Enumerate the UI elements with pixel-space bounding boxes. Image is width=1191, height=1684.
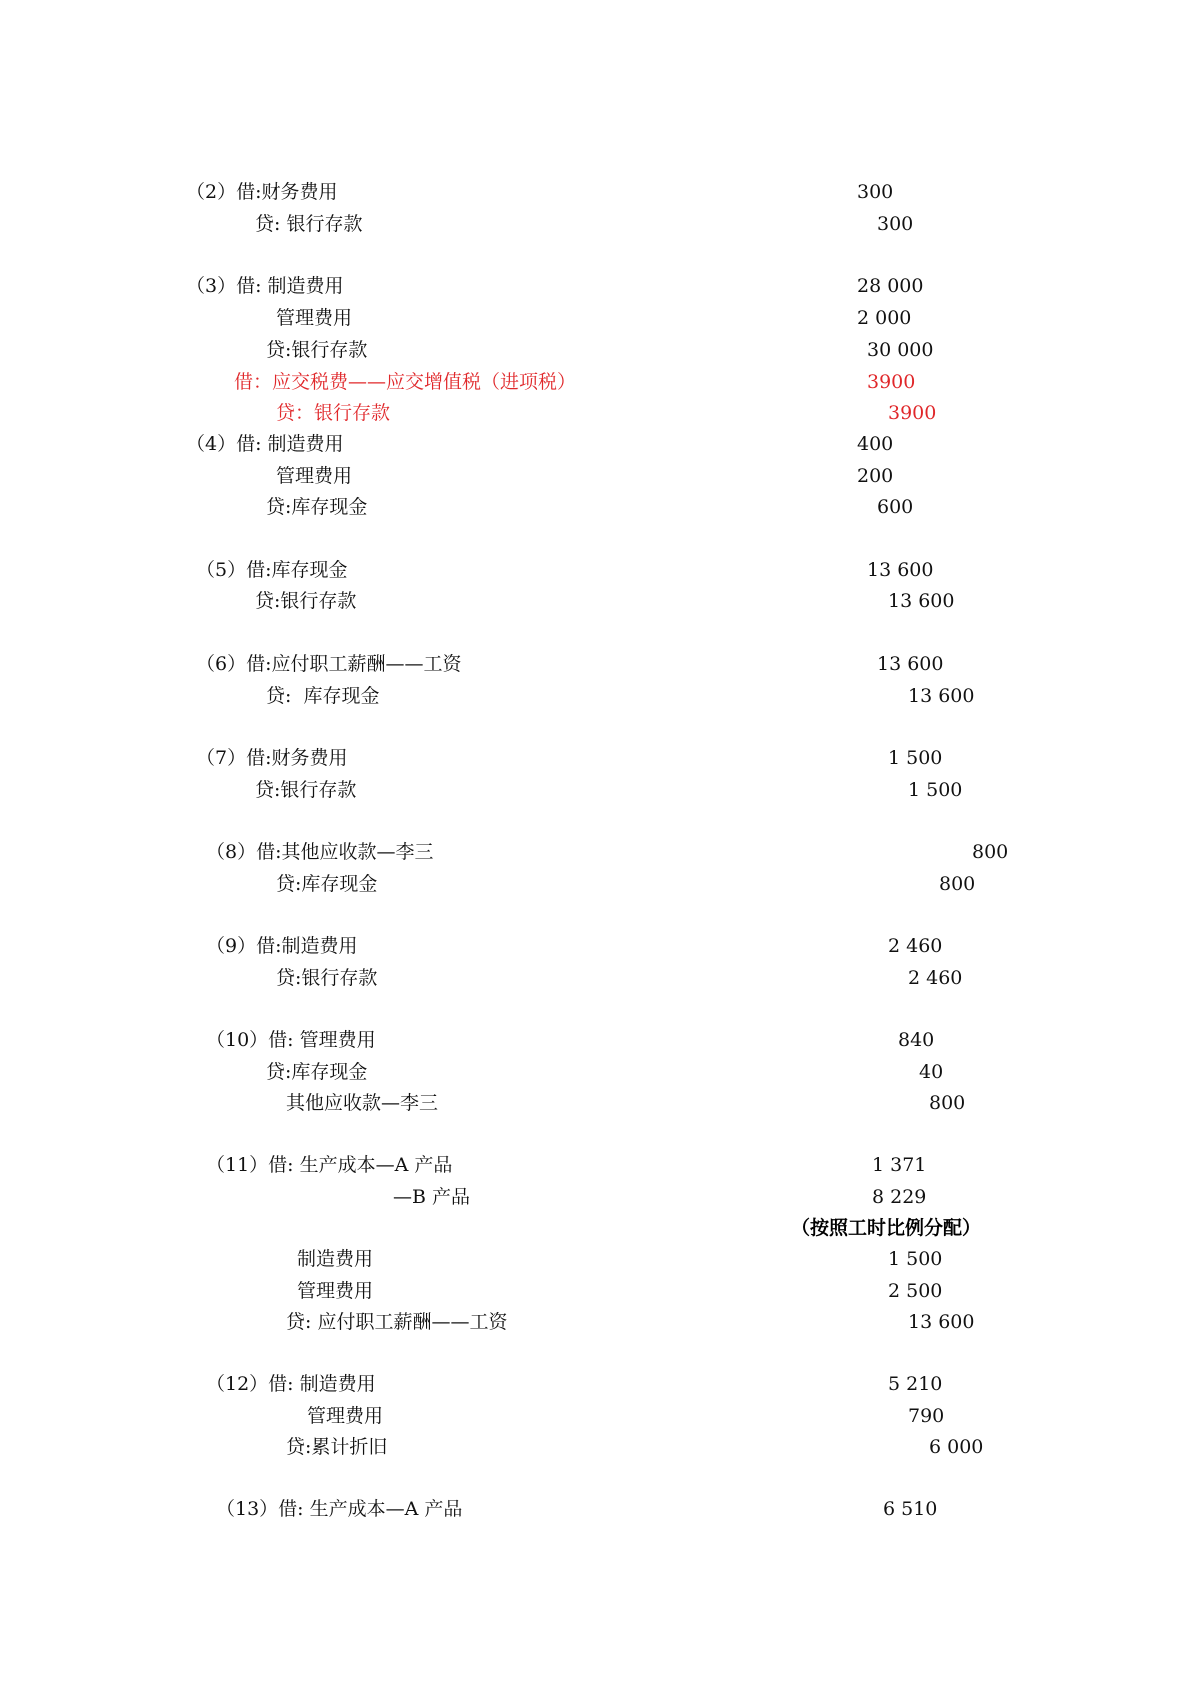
entry-9-debit-label: （9）借:制造费用: [206, 935, 358, 957]
entry-3-credit-amount: 30 000: [867, 339, 934, 361]
entry-2-debit-amount: 300: [857, 181, 894, 203]
entry-10-debit-label: （10）借: 管理费用: [206, 1029, 376, 1051]
entry-12-debit-label: （12）借: 制造费用: [206, 1373, 376, 1395]
entry-5-debit-label: （5）借:库存现金: [196, 559, 348, 581]
entry-12-debit2-amount: 790: [908, 1405, 945, 1427]
entry-7-debit-amount: 1 500: [888, 747, 943, 769]
entry-12-debit2-label: 管理费用: [307, 1405, 384, 1427]
entry-3-vat-debit-amount: 3900: [867, 371, 916, 393]
entry-2-credit-label: 贷: 银行存款: [255, 213, 363, 235]
entry-10-credit2-amount: 800: [929, 1092, 966, 1114]
entry-3-debit-amount: 28 000: [857, 275, 924, 297]
entry-11-debit3-amount: 2 500: [888, 1280, 943, 1302]
entry-8-credit-label: 贷:库存现金: [276, 873, 378, 895]
entry-13-debit-amount: 6 510: [883, 1498, 938, 1520]
entry-5-debit-amount: 13 600: [867, 559, 934, 581]
entry-4-credit-label: 贷:库存现金: [266, 496, 368, 518]
entry-10-credit-amount: 40: [919, 1061, 944, 1083]
entry-11-debit-amount: 1 371: [872, 1154, 927, 1176]
entry-3-vat-credit-amount: 3900: [888, 402, 937, 424]
entry-3-vat-credit-label: 贷：银行存款: [276, 402, 391, 424]
entry-11-credit-label: 贷: 应付职工薪酬——工资: [286, 1311, 508, 1333]
entry-12-credit-label: 贷:累计折旧: [286, 1436, 388, 1458]
entry-9-credit-amount: 2 460: [908, 967, 963, 989]
entry-8-debit-label: （8）借:其他应收款—李三: [206, 841, 434, 863]
entry-2-credit-amount: 300: [877, 213, 914, 235]
entry-10-debit-amount: 840: [898, 1029, 935, 1051]
entry-7-credit-amount: 1 500: [908, 779, 963, 801]
entry-5-credit-label: 贷:银行存款: [255, 590, 357, 612]
entry-5-credit-amount: 13 600: [888, 590, 955, 612]
entry-7-credit-label: 贷:银行存款: [255, 779, 357, 801]
entry-7-debit-label: （7）借:财务费用: [196, 747, 348, 769]
entry-4-debit2-label: 管理费用: [276, 465, 353, 487]
entry-11-debit-b-label: —B 产品: [393, 1186, 471, 1208]
entry-3-debit-label: （3）借: 制造费用: [186, 275, 344, 297]
entry-11-debit2-amount: 1 500: [888, 1248, 943, 1270]
entry-9-credit-label: 贷:银行存款: [276, 967, 378, 989]
entry-6-credit-label: 贷: 库存现金: [266, 685, 380, 707]
entry-4-credit-amount: 600: [877, 496, 914, 518]
entry-11-credit-amount: 13 600: [908, 1311, 975, 1333]
entry-3-debit2-amount: 2 000: [857, 307, 912, 329]
entry-4-debit-amount: 400: [857, 433, 894, 455]
entry-11-debit-b-amount: 8 229: [872, 1186, 927, 1208]
entry-10-credit2-label: 其他应收款—李三: [286, 1092, 439, 1114]
entry-3-vat-debit-label: 借：应交税费——应交增值税（进项税）: [234, 371, 577, 393]
entry-9-debit-amount: 2 460: [888, 935, 943, 957]
entry-13-debit-label: （13）借: 生产成本—A 产品: [216, 1498, 463, 1520]
entry-2-debit-label: （2）借:财务费用: [186, 181, 338, 203]
entry-4-debit2-amount: 200: [857, 465, 894, 487]
entry-10-credit-label: 贷:库存现金: [266, 1061, 368, 1083]
entry-3-debit2-label: 管理费用: [276, 307, 353, 329]
entry-11-debit3-label: 管理费用: [297, 1280, 374, 1302]
entry-6-debit-label: （6）借:应付职工薪酬——工资: [196, 653, 462, 675]
entry-12-debit-amount: 5 210: [888, 1373, 943, 1395]
entry-11-debit-label: （11）借: 生产成本—A 产品: [206, 1154, 453, 1176]
entry-4-debit-label: （4）借: 制造费用: [186, 433, 344, 455]
entry-8-credit-amount: 800: [939, 873, 976, 895]
entry-11-debit2-label: 制造费用: [297, 1248, 374, 1270]
entry-6-debit-amount: 13 600: [877, 653, 944, 675]
entry-8-debit-amount: 800: [972, 841, 1009, 863]
allocation-note: （按照工时比例分配）: [791, 1217, 982, 1239]
entry-6-credit-amount: 13 600: [908, 685, 975, 707]
entry-12-credit-amount: 6 000: [929, 1436, 984, 1458]
entry-3-credit-label: 贷:银行存款: [266, 339, 368, 361]
